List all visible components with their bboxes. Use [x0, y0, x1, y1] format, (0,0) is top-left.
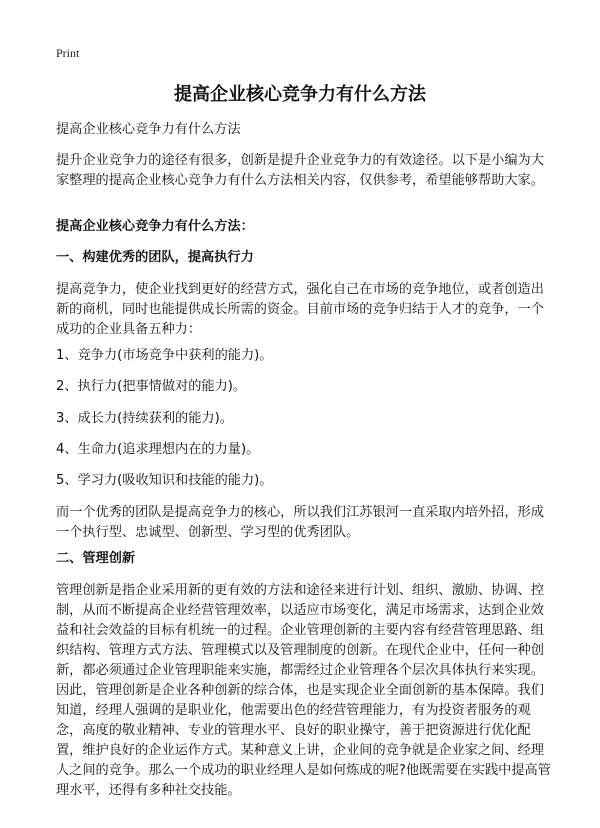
print-link[interactable]: Print: [56, 46, 80, 60]
section2-paragraph: 管理创新是指企业采用新的更有效的方法和途径来进行计划、组织、激励、协调、控制，从而不断提高企业经营管理效率，以适应市场变化，满足市场需求，达到企业效益和社会效益的目标有机统一的过程。企业管理创新的主要内容有经营管理思路、组织结构、管理方式方法、管理模式以及管理制度的创新。在现代企业中，任何一种创新，都必须通过企业管理职能来实施，都需经过企业管理各个层次具体执行来实现。因此，管理创新是企业各种创新的综合体，也是实现企业全面创新的基本保障。我们知道，经理人强调的是职业化，他需要出色的经营管理能力，有为投资者服务的观念，高度的敬业精神、专业的管理水平、良好的职业操守，善于把资源进行优化配置，维护良好的企业运作方式。某种意义上讲，企业间的竞争就是企业家之间、经理人之间的竞争。那么一个成功的职业经理人是如何炼成的呢?他既需要在实践中提高管理水平，还得有多种社交技能。: [56, 583, 551, 798]
section1-closing: 而一个优秀的团队是提高竞争力的核心，所以我们江苏银河一直采取内培外招，形成一个执行型、忠诚型、创新型、学习型的优秀团队。: [56, 505, 544, 540]
intro-paragraph: 提升企业竞争力的途径有很多，创新是提升企业竞争力的有效途径。以下是小编为大家整理的提高企业核心竞争力有什么方法相关内容，仅供参考，希望能够帮助大家。: [56, 153, 544, 188]
list-item: 1、竞争力(市场竞争中获利的能力)。: [56, 348, 273, 363]
page-title: 提高企业核心竞争力有什么方法: [174, 84, 426, 105]
list-item: 5、学习力(吸收知识和技能的能力)。: [56, 473, 273, 488]
section1-paragraph: 提高竞争力，使企业找到更好的经营方式，强化自己在市场的竞争地位，或者创造出新的商机，同时也能提供成长所需的资金。目前市场的竞争归结于人才的竞争，一个成功的企业具备五种力：: [56, 282, 544, 337]
subtitle: 提高企业核心竞争力有什么方法: [56, 122, 241, 137]
list-item: 2、执行力(把事情做对的能力)。: [56, 379, 247, 394]
list-item: 4、生命力(追求理想内在的力量)。: [56, 442, 260, 457]
section1-heading: 一、构建优秀的团队，提高执行力: [56, 250, 254, 265]
list-item: 3、成长力(持续获利的能力)。: [56, 411, 233, 426]
section2-heading: 二、管理创新: [56, 551, 136, 566]
methods-heading: 提高企业核心竞争力有什么方法：: [56, 219, 254, 234]
